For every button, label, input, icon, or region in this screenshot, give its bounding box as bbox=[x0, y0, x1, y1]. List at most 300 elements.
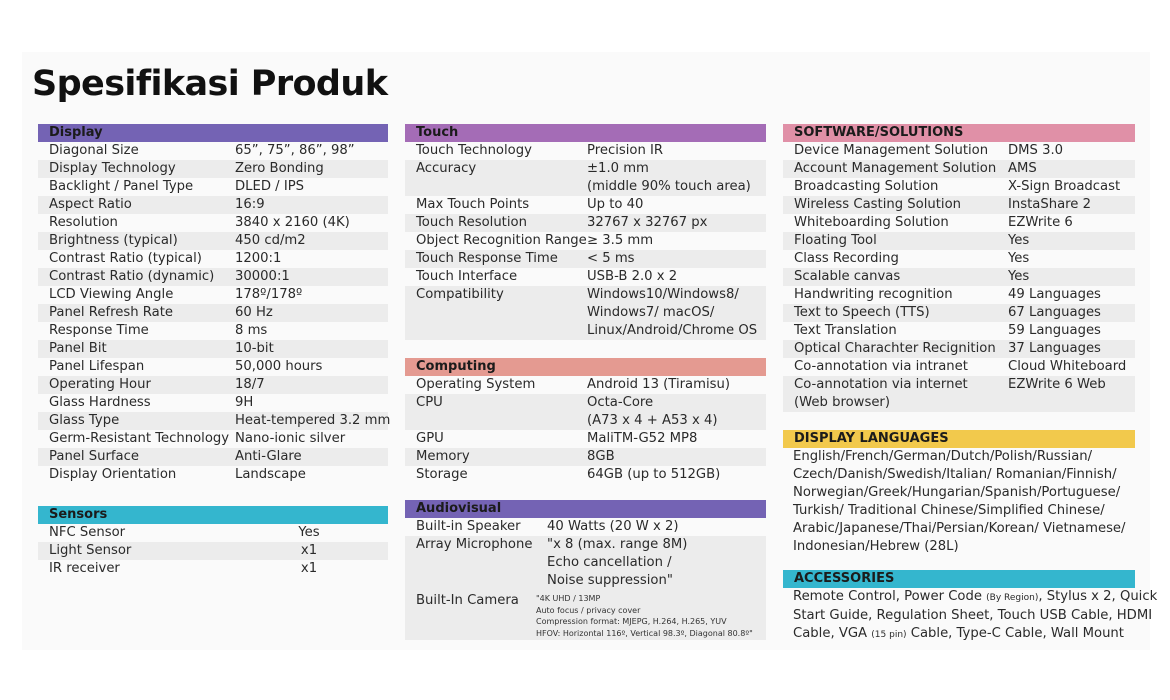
spec-label bbox=[38, 196, 235, 214]
spec-label bbox=[405, 518, 547, 536]
spec-value bbox=[587, 160, 751, 196]
spec-label-text: Accuracy bbox=[416, 161, 477, 176]
spec-label bbox=[783, 268, 1008, 286]
spec-label-text: Touch Interface bbox=[416, 269, 518, 284]
spec-label-text: Panel Refresh Rate bbox=[49, 305, 173, 320]
section-header-computing: Computing bbox=[405, 358, 766, 376]
spec-label bbox=[405, 214, 587, 232]
language-line: Turkish/ Traditional Chinese/Simplified Chinese/ bbox=[793, 503, 1105, 518]
spec-label bbox=[38, 160, 235, 178]
spec-label-text: NFC Sensor bbox=[49, 525, 126, 540]
spec-value-text: 37 Languages bbox=[1008, 341, 1101, 356]
spec-value bbox=[1008, 340, 1101, 358]
spec-value-text: 50,000 hours bbox=[235, 359, 323, 374]
spec-label bbox=[38, 358, 235, 376]
spec-value bbox=[1008, 358, 1126, 376]
spec-label-text: Touch Response Time bbox=[416, 251, 558, 266]
spec-value bbox=[587, 142, 663, 160]
spec-value-text: 9H bbox=[235, 395, 254, 410]
spec-value-text: x1 bbox=[300, 543, 318, 558]
spec-label bbox=[38, 466, 235, 484]
spec-label bbox=[38, 286, 235, 304]
spec-label bbox=[405, 250, 587, 268]
spec-value bbox=[235, 196, 265, 214]
spec-label-text: Co-annotation via internet bbox=[794, 377, 968, 392]
spec-label-text: Resolution bbox=[49, 215, 118, 230]
section-touch bbox=[405, 124, 766, 340]
section-display-languages bbox=[783, 430, 1135, 556]
spec-value bbox=[1008, 196, 1091, 214]
spec-label-text: (Web browser) bbox=[794, 395, 890, 410]
spec-value-text: 32767 x 32767 px bbox=[587, 215, 708, 230]
spec-value bbox=[587, 268, 677, 286]
spec-value-text: Nano-ionic silver bbox=[235, 431, 346, 446]
spec-label bbox=[405, 394, 587, 430]
spec-value bbox=[587, 448, 615, 466]
camera-line: HFOV: Horizontal 116º, Vertical 98.3º, Diagonal 80.8º" bbox=[536, 628, 753, 638]
spec-row bbox=[38, 196, 388, 214]
spec-value-text: Windows7/ macOS/ bbox=[587, 305, 715, 320]
spec-label-text: Optical Charachter Recignition bbox=[794, 341, 996, 356]
spec-row bbox=[405, 536, 766, 590]
spec-value bbox=[1008, 232, 1029, 250]
spec-label-text: Panel Surface bbox=[49, 449, 140, 464]
spec-row bbox=[783, 214, 1135, 232]
spec-value bbox=[1008, 376, 1106, 412]
spec-value bbox=[1008, 322, 1101, 340]
spec-row bbox=[405, 394, 766, 430]
spec-label-text: Text Translation bbox=[794, 323, 897, 338]
spec-value-text: Cloud Whiteboard bbox=[1008, 359, 1127, 374]
spec-row bbox=[38, 358, 388, 376]
section-software bbox=[783, 124, 1135, 412]
display-languages-text bbox=[783, 448, 1135, 556]
spec-value bbox=[587, 394, 717, 430]
display-rows bbox=[38, 142, 391, 484]
column-middle bbox=[405, 124, 766, 640]
spec-label-text: Memory bbox=[416, 449, 470, 464]
spec-label-text: Contrast Ratio (typical) bbox=[49, 251, 202, 266]
spec-row bbox=[38, 340, 388, 358]
spec-label-text: Panel Lifespan bbox=[49, 359, 145, 374]
spec-label bbox=[405, 142, 587, 160]
spec-value-text: 10-bit bbox=[235, 341, 274, 356]
spec-value-text: Yes bbox=[1008, 251, 1030, 266]
spec-row bbox=[783, 178, 1135, 196]
spec-value bbox=[1008, 304, 1101, 322]
camera-row-content bbox=[405, 590, 766, 640]
spec-label bbox=[783, 376, 1008, 412]
language-line: Arabic/Japanese/Thai/Persian/Korean/ Vietnamese/ bbox=[793, 521, 1126, 536]
spec-label bbox=[783, 232, 1008, 250]
spec-label-text: Operating Hour bbox=[49, 377, 151, 392]
section-sensors bbox=[38, 506, 388, 578]
accessories-text-part: Remote Control, Power Code bbox=[793, 589, 987, 604]
spec-value bbox=[1008, 286, 1101, 304]
spec-row bbox=[38, 286, 388, 304]
spec-value-text: Up to 40 bbox=[587, 197, 644, 212]
accessories-note: (By Region) bbox=[986, 593, 1039, 603]
spec-value bbox=[587, 430, 697, 448]
spec-value bbox=[235, 430, 345, 448]
spec-value bbox=[587, 376, 730, 394]
spec-row bbox=[405, 196, 766, 214]
spec-label bbox=[405, 376, 587, 394]
spec-label bbox=[783, 196, 1008, 214]
spec-value bbox=[1008, 214, 1073, 232]
spec-row bbox=[405, 448, 766, 466]
spec-value-text: Linux/Android/Chrome OS bbox=[587, 323, 758, 338]
spec-value bbox=[235, 160, 324, 178]
spec-row bbox=[38, 448, 388, 466]
spec-row bbox=[38, 560, 388, 578]
spec-label-text: Aspect Ratio bbox=[49, 197, 132, 212]
spec-value-text: 3840 x 2160 (4K) bbox=[235, 215, 350, 230]
spec-row bbox=[38, 178, 388, 196]
spec-row bbox=[38, 542, 388, 560]
spec-label bbox=[783, 214, 1008, 232]
spec-row bbox=[783, 304, 1135, 322]
spec-value-text: Yes bbox=[1008, 233, 1030, 248]
spec-label bbox=[38, 394, 235, 412]
accessories-line bbox=[793, 588, 1158, 607]
spec-row bbox=[405, 268, 766, 286]
spec-row bbox=[783, 160, 1135, 178]
camera-spec-lines bbox=[536, 590, 753, 640]
spec-label-text: Class Recording bbox=[794, 251, 899, 266]
spec-value-text: Zero Bonding bbox=[235, 161, 324, 176]
spec-label-text: CPU bbox=[416, 395, 443, 410]
spec-label-text: Operating System bbox=[416, 377, 536, 392]
spec-row bbox=[38, 524, 388, 542]
spec-value bbox=[547, 518, 679, 536]
spec-value bbox=[235, 358, 322, 376]
spec-value-text: Precision IR bbox=[587, 143, 664, 158]
spec-value-text: MaliTM-G52 MP8 bbox=[587, 431, 698, 446]
spec-value bbox=[1008, 268, 1029, 286]
spec-value-text: 178º/178º bbox=[235, 287, 303, 302]
spec-row bbox=[38, 142, 388, 160]
spec-row bbox=[783, 376, 1135, 412]
section-display bbox=[38, 124, 391, 484]
camera-line: "4K UHD / 13MP bbox=[536, 594, 601, 603]
spec-label bbox=[783, 142, 1008, 160]
spec-row bbox=[405, 430, 766, 448]
section-header-display: Display bbox=[38, 124, 388, 142]
spec-value-text: X-Sign Broadcast bbox=[1008, 179, 1121, 194]
spec-label bbox=[405, 448, 587, 466]
spec-row bbox=[38, 430, 388, 448]
spec-row bbox=[405, 214, 766, 232]
spec-row bbox=[38, 376, 388, 394]
spec-value-text: 30000:1 bbox=[235, 269, 290, 284]
spec-value bbox=[235, 376, 265, 394]
spec-label-text: Scalable canvas bbox=[794, 269, 901, 284]
spec-label-text: Co-annotation via intranet bbox=[794, 359, 968, 374]
spec-label-text: Display Technology bbox=[49, 161, 176, 176]
spec-value bbox=[235, 286, 302, 304]
spec-row bbox=[405, 518, 766, 536]
spec-label bbox=[38, 268, 235, 286]
spec-label-text: Object Recognition Range bbox=[416, 233, 587, 248]
spec-value-text: InstaShare 2 bbox=[1008, 197, 1092, 212]
spec-label-text: Display Orientation bbox=[49, 467, 177, 482]
spec-label-text: Compatibility bbox=[416, 287, 504, 302]
spec-row bbox=[38, 214, 388, 232]
spec-value bbox=[235, 268, 290, 286]
camera-line: Compression format: MJEPG, H.264, H.265, YUV bbox=[536, 617, 727, 626]
audiovisual-rows bbox=[405, 518, 766, 590]
spec-value-text: 60 Hz bbox=[235, 305, 273, 320]
spec-label-text: IR receiver bbox=[49, 561, 120, 576]
accessories-line bbox=[793, 625, 1135, 644]
section-header-accessories: ACCESSORIES bbox=[783, 570, 1135, 588]
spec-label bbox=[405, 232, 587, 250]
software-rows bbox=[783, 142, 1135, 412]
spec-label bbox=[783, 340, 1008, 358]
spec-label-text: Device Management Solution bbox=[794, 143, 989, 158]
spec-value bbox=[235, 178, 304, 196]
spec-value bbox=[235, 232, 306, 250]
spec-label-text: Diagonal Size bbox=[49, 143, 139, 158]
spec-label bbox=[405, 160, 587, 196]
spec-label-text: Array Microphone bbox=[416, 537, 533, 552]
spec-value bbox=[235, 214, 350, 232]
section-header-sensors: Sensors bbox=[38, 506, 388, 524]
spec-value bbox=[1008, 160, 1037, 178]
accessories-text-part: Cable, VGA bbox=[793, 626, 872, 641]
spec-label bbox=[783, 322, 1008, 340]
spec-value bbox=[587, 250, 635, 268]
spec-value-text: 64GB (up to 512GB) bbox=[587, 467, 721, 482]
spec-value-text: DMS 3.0 bbox=[1008, 143, 1064, 158]
spec-value bbox=[547, 536, 687, 590]
spec-value-text: Anti-Glare bbox=[235, 449, 302, 464]
section-computing bbox=[405, 358, 766, 484]
spec-value-text: Heat-tempered 3.2 mm bbox=[235, 413, 391, 428]
column-right bbox=[783, 124, 1158, 644]
spec-row bbox=[38, 394, 388, 412]
spec-label bbox=[405, 196, 587, 214]
spec-label bbox=[405, 466, 587, 484]
spec-label bbox=[38, 250, 235, 268]
spec-value-text: (middle 90% touch area) bbox=[587, 179, 751, 194]
section-header-audiovisual: Audiovisual bbox=[405, 500, 766, 518]
spec-label bbox=[38, 412, 235, 430]
spec-label bbox=[38, 322, 235, 340]
spec-row bbox=[783, 286, 1135, 304]
spec-row bbox=[405, 376, 766, 394]
spec-value bbox=[235, 304, 273, 322]
spec-row bbox=[405, 286, 766, 340]
language-line: English/French/German/Dutch/Polish/Russian/ bbox=[793, 449, 1093, 464]
spec-value bbox=[1008, 142, 1063, 160]
spec-row bbox=[405, 142, 766, 160]
spec-label-text: Brightness (typical) bbox=[49, 233, 178, 248]
spec-value-text: ±1.0 mm bbox=[587, 161, 649, 176]
spec-label-text: Max Touch Points bbox=[416, 197, 530, 212]
spec-label-text: Wireless Casting Solution bbox=[794, 197, 962, 212]
touch-rows bbox=[405, 142, 766, 340]
spec-value-text: 49 Languages bbox=[1008, 287, 1101, 302]
spec-value-text: Android 13 (Tiramisu) bbox=[587, 377, 730, 392]
spec-value-text: 1200:1 bbox=[235, 251, 282, 266]
spec-label-text: Text to Speech (TTS) bbox=[794, 305, 930, 320]
spec-row bbox=[783, 322, 1135, 340]
spec-value bbox=[284, 560, 334, 578]
spec-value-text: Landscape bbox=[235, 467, 306, 482]
spec-label-text: Panel Bit bbox=[49, 341, 107, 356]
spec-label-text: Built-in Speaker bbox=[416, 519, 521, 534]
spec-label bbox=[783, 178, 1008, 196]
language-line: Czech/Danish/Swedish/Italian/ Romanian/Finnish/ bbox=[793, 467, 1117, 482]
spec-value-text: 8GB bbox=[587, 449, 615, 464]
spec-label-text: Touch Resolution bbox=[416, 215, 527, 230]
spec-label-text: Handwriting recognition bbox=[794, 287, 953, 302]
spec-label bbox=[783, 304, 1008, 322]
spec-label-text: Storage bbox=[416, 467, 468, 482]
section-header-touch: Touch bbox=[405, 124, 766, 142]
spec-label-text: Account Management Solution bbox=[794, 161, 997, 176]
spec-value bbox=[235, 412, 390, 430]
spec-value bbox=[587, 214, 707, 232]
spec-row bbox=[38, 268, 388, 286]
spec-row bbox=[38, 160, 388, 178]
spec-row bbox=[38, 322, 388, 340]
spec-value-text: < 5 ms bbox=[587, 251, 635, 266]
spec-label bbox=[38, 232, 235, 250]
spec-row bbox=[783, 232, 1135, 250]
spec-value bbox=[235, 466, 306, 484]
spec-value-text: Yes bbox=[1008, 269, 1030, 284]
spec-value bbox=[284, 542, 334, 560]
spec-row bbox=[38, 250, 388, 268]
spec-label-text: Backlight / Panel Type bbox=[49, 179, 194, 194]
section-header-software: SOFTWARE/SOLUTIONS bbox=[783, 124, 1135, 142]
spec-label-text: Glass Type bbox=[49, 413, 120, 428]
spec-label-text: Light Sensor bbox=[49, 543, 132, 558]
camera-row bbox=[405, 590, 766, 640]
spec-value bbox=[1008, 250, 1029, 268]
spec-label bbox=[38, 524, 284, 542]
spec-label-text: Germ-Resistant Technology bbox=[49, 431, 230, 446]
spec-row bbox=[38, 412, 391, 430]
spec-label bbox=[783, 286, 1008, 304]
spec-value-text: 40 Watts (20 W x 2) bbox=[547, 519, 679, 534]
section-accessories bbox=[783, 570, 1158, 644]
spec-row bbox=[405, 232, 766, 250]
spec-label bbox=[783, 160, 1008, 178]
spec-value bbox=[284, 524, 334, 542]
spec-label-text: Floating Tool bbox=[794, 233, 877, 248]
spec-value-text: EZWrite 6 bbox=[1008, 215, 1073, 230]
spec-row bbox=[38, 466, 388, 484]
spec-value-text: ≥ 3.5 mm bbox=[587, 233, 654, 248]
spec-row bbox=[405, 250, 766, 268]
spec-label bbox=[38, 340, 235, 358]
spec-value-text: Noise suppression" bbox=[547, 573, 673, 588]
spec-value bbox=[587, 466, 720, 484]
spec-row bbox=[405, 160, 766, 196]
spec-label bbox=[38, 448, 235, 466]
spec-label-text: Glass Hardness bbox=[49, 395, 151, 410]
spec-value-text: Octa-Core bbox=[587, 395, 654, 410]
accessories-text bbox=[783, 588, 1158, 644]
spec-row bbox=[405, 466, 766, 484]
spec-label-text: LCD Viewing Angle bbox=[49, 287, 174, 302]
spec-label bbox=[38, 542, 284, 560]
spec-value bbox=[235, 250, 281, 268]
spec-value bbox=[1008, 178, 1120, 196]
accessories-text-part: Cable, Type-C Cable, Wall Mount bbox=[906, 626, 1124, 641]
spec-label-text: Broadcasting Solution bbox=[794, 179, 939, 194]
camera-label: Built-In Camera bbox=[416, 593, 519, 608]
column-left bbox=[38, 124, 391, 578]
spec-value bbox=[235, 322, 267, 340]
spec-value-text: 67 Languages bbox=[1008, 305, 1101, 320]
spec-value bbox=[587, 232, 653, 250]
spec-value-text: Windows10/Windows8/ bbox=[587, 287, 739, 302]
spec-value-text: (A73 x 4 + A53 x 4) bbox=[587, 413, 718, 428]
spec-value-text: EZWrite 6 Web bbox=[1008, 377, 1106, 392]
accessories-line: Start Guide, Regulation Sheet, Touch USB Cable, HDMI bbox=[793, 608, 1153, 623]
spec-label bbox=[405, 536, 547, 590]
accessories-text-part: , Stylus x 2, Quick bbox=[1038, 589, 1158, 604]
spec-label bbox=[38, 430, 235, 448]
spec-value-text: 59 Languages bbox=[1008, 323, 1101, 338]
spec-row bbox=[38, 304, 388, 322]
spec-value-text: Echo cancellation / bbox=[547, 555, 672, 570]
sensors-rows bbox=[38, 524, 388, 578]
accessories-note: (15 pin) bbox=[871, 630, 907, 640]
spec-label-text: Touch Technology bbox=[416, 143, 532, 158]
spec-label-text: Contrast Ratio (dynamic) bbox=[49, 269, 215, 284]
spec-value-text: AMS bbox=[1008, 161, 1037, 176]
spec-row bbox=[783, 358, 1135, 376]
computing-rows bbox=[405, 376, 766, 484]
spec-label bbox=[38, 376, 235, 394]
spec-label-text: Whiteboarding Solution bbox=[794, 215, 949, 230]
spec-label-text: GPU bbox=[416, 431, 444, 446]
spec-label-text: Response Time bbox=[49, 323, 149, 338]
spec-row bbox=[783, 142, 1135, 160]
spec-value-text: USB-B 2.0 x 2 bbox=[587, 269, 678, 284]
spec-value-text: x1 bbox=[300, 561, 318, 576]
spec-label bbox=[783, 358, 1008, 376]
spec-row bbox=[38, 232, 388, 250]
spec-value-text: "x 8 (max. range 8M) bbox=[547, 537, 688, 552]
spec-row bbox=[783, 340, 1135, 358]
section-audiovisual bbox=[405, 500, 766, 640]
spec-value-text: 16:9 bbox=[235, 197, 265, 212]
spec-value-text: 65”, 75”, 86”, 98” bbox=[235, 143, 355, 158]
spec-row bbox=[783, 196, 1135, 214]
spec-label bbox=[38, 214, 235, 232]
spec-value bbox=[587, 286, 757, 340]
spec-label bbox=[38, 304, 235, 322]
spec-label bbox=[38, 142, 235, 160]
spec-value bbox=[235, 340, 274, 358]
language-line: Indonesian/Hebrew (28L) bbox=[793, 539, 959, 554]
spec-label bbox=[405, 430, 587, 448]
spec-value-text: Yes bbox=[298, 525, 320, 540]
spec-row bbox=[783, 268, 1135, 286]
spec-value bbox=[587, 196, 643, 214]
spec-value bbox=[235, 142, 355, 160]
spec-value-text: 8 ms bbox=[235, 323, 268, 338]
spec-label bbox=[38, 560, 284, 578]
spec-value bbox=[235, 394, 253, 412]
